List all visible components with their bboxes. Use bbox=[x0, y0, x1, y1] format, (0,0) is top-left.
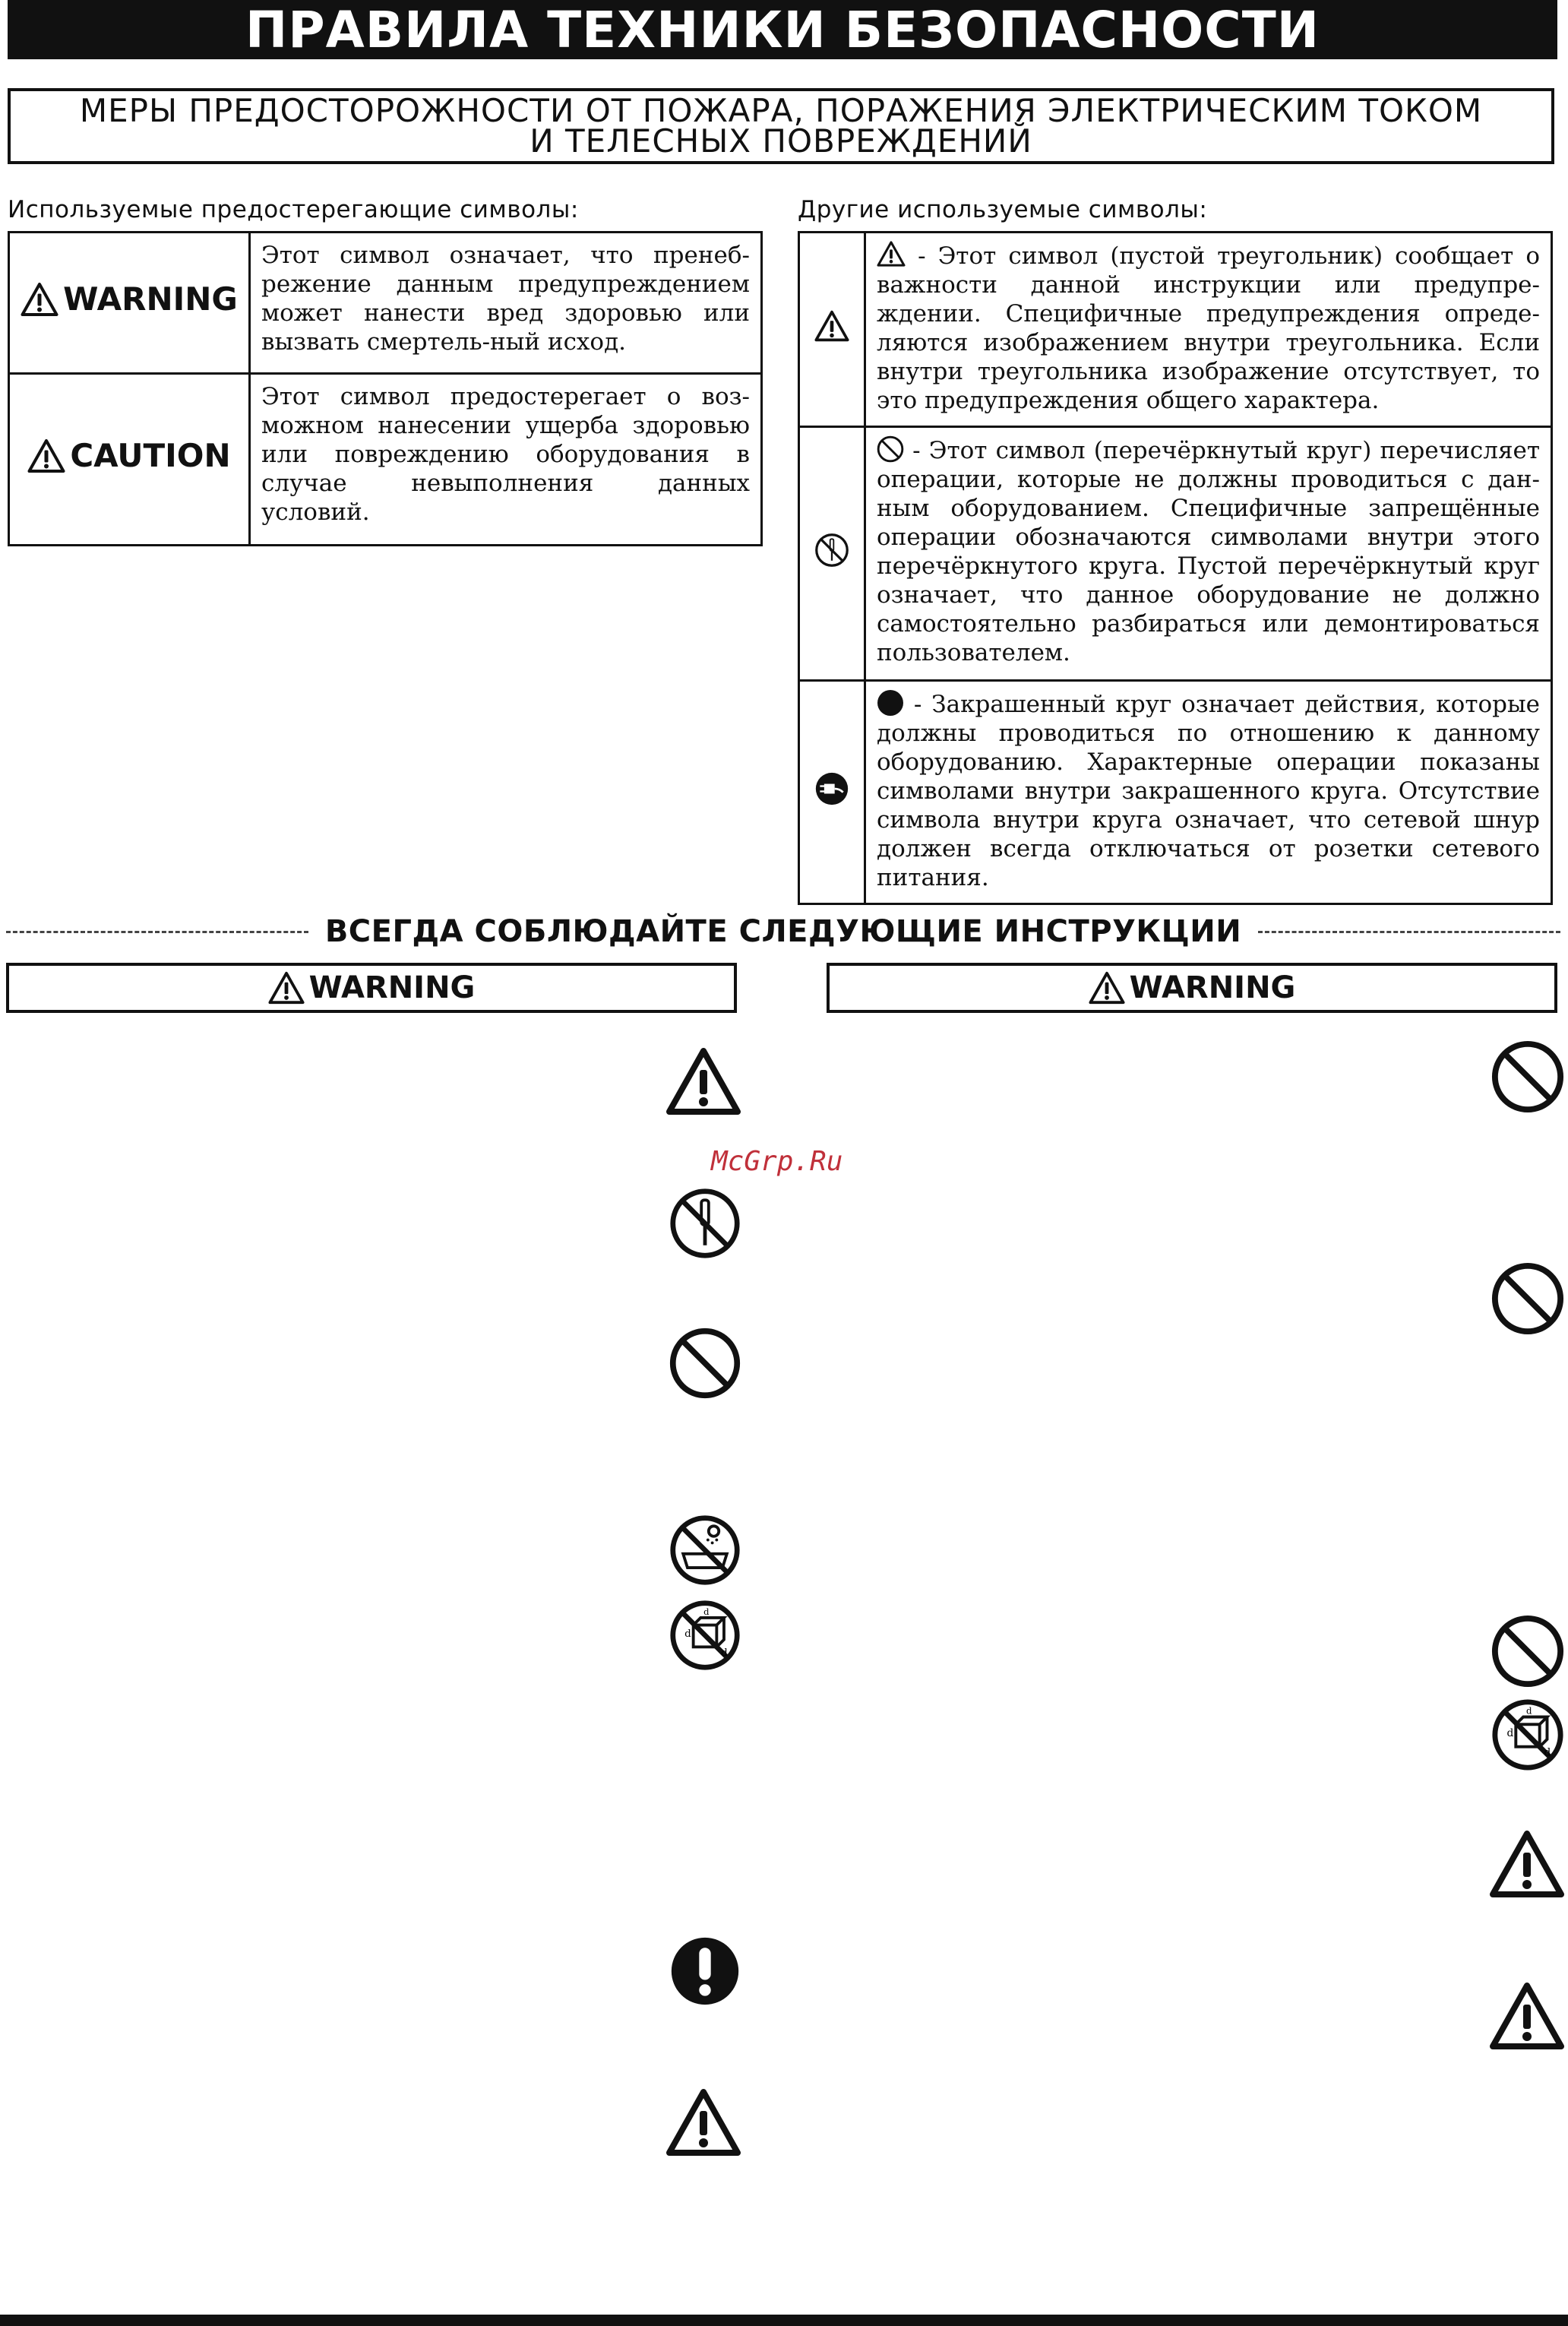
bottom-bar bbox=[0, 2315, 1568, 2326]
watermark: McGrp.Ru bbox=[711, 1146, 843, 1177]
page-title: ПРАВИЛА ТЕХНИКИ БЕЗОПАСНОСТИ bbox=[8, 0, 1557, 59]
subtitle-line-2: И ТЕЛЕСНЫХ ПОВРЕЖДЕНИЙ bbox=[530, 122, 1032, 160]
divider bbox=[6, 931, 308, 933]
prohibited-icon bbox=[1491, 1040, 1565, 1114]
table-row bbox=[799, 427, 1552, 681]
table-row bbox=[9, 233, 762, 374]
prohibited-icon bbox=[669, 1327, 741, 1400]
triangle-description bbox=[865, 233, 1552, 427]
attention-triangle-icon bbox=[814, 310, 849, 342]
warning-symbols-table bbox=[8, 231, 763, 546]
instructions-title: ВСЕГДА СОБЛЮДАЙТЕ СЛЕДУЮЩИЕ ИНСТРУКЦИИ bbox=[324, 914, 1242, 949]
warning-header-left bbox=[6, 963, 737, 1013]
symbol-cell bbox=[799, 427, 865, 681]
warning-triangle-icon bbox=[268, 971, 305, 1005]
crossed-circle-description bbox=[865, 427, 1552, 681]
crossed-circle-icon bbox=[877, 435, 904, 463]
symbol-cell bbox=[799, 233, 865, 427]
caution-label: CAUTION bbox=[70, 437, 231, 474]
attention-triangle-icon bbox=[1489, 1830, 1565, 1898]
subtitle-line-1: МЕРЫ ПРЕДОСТОРОЖНОСТИ ОТ ПОЖАРА, ПОРАЖЕНИЯ ЭЛЕКТРИЧЕСКИМ ТОКОМ bbox=[79, 92, 1483, 129]
table-row bbox=[799, 681, 1552, 904]
table-row bbox=[9, 374, 762, 546]
filled-circle-icon bbox=[877, 689, 904, 717]
caution-label-cell bbox=[9, 374, 250, 546]
right-heading: Другие используемые символы: bbox=[798, 196, 1208, 223]
table-row bbox=[799, 233, 1552, 427]
crossed-circle-text: - Этот символ (перечёркнутый круг) перечисляет операции, которые не должны проводиться с дан-ным оборудованием. Специфичные запрещённые операции обозначаются символами внутри этого перечёркнутого круга. Пустой перечёркнутый круг означает, что данное оборудование не должно самостоятельно разбираться или демонтироваться пользователем. bbox=[877, 437, 1540, 666]
warning-label-cell bbox=[9, 233, 250, 374]
attention-triangle-icon bbox=[665, 1047, 741, 1116]
filled-circle-description bbox=[865, 681, 1552, 904]
warning-description: Этот символ означает, что пренеб-режение данным предупреждением может нанести вред здоровью или вызвать смертель-ный исход. bbox=[250, 233, 762, 374]
triangle-text: - Этот символ (пустой треугольник) сообщает о важности данной инструкции или предупре-ждении. Специфичные предупреждения опреде-ляются изображением внутри треугольника. Если внутри треугольника изображение отсутствует, то это предупреждения общего характера. bbox=[877, 242, 1540, 414]
subtitle-box bbox=[8, 88, 1554, 164]
attention-triangle-icon bbox=[665, 2088, 741, 2157]
no-water-near-bath-icon bbox=[669, 1514, 741, 1587]
prohibited-icon bbox=[1491, 1261, 1565, 1336]
divider bbox=[1258, 931, 1560, 933]
attention-triangle-icon bbox=[1489, 1982, 1565, 2050]
warning-label: WARNING bbox=[63, 280, 238, 318]
warning-label: WARNING bbox=[308, 970, 476, 1005]
triangle-icon bbox=[877, 241, 906, 267]
symbol-cell bbox=[799, 681, 865, 904]
other-symbols-table bbox=[798, 231, 1553, 905]
warning-triangle-icon bbox=[1089, 971, 1125, 1005]
filled-circle-text: - Закрашенный круг означает действия, которые должны проводиться по отношению к данному оборудованию. Характерные операции показаны символами внутри закрашенного круга. Отсутствие символа внутри круга означает, что сетевой шнур должен всегда отключаться от розетки сетевого питания. bbox=[877, 691, 1540, 891]
caution-triangle-icon bbox=[27, 438, 65, 473]
warning-triangle-icon bbox=[21, 282, 58, 317]
warning-label: WARNING bbox=[1129, 970, 1296, 1005]
instructions-heading bbox=[6, 909, 1560, 954]
mandatory-action-icon bbox=[669, 1935, 741, 2008]
caution-description: Этот символ предостерегает о воз-можном нанесении ущерба здоровью или повреждению оборудования в случае невыполнения данных условий. bbox=[250, 374, 762, 546]
no-wet-liquid-icon bbox=[1491, 1698, 1565, 1772]
prohibited-icon bbox=[1491, 1614, 1565, 1688]
unplug-icon bbox=[814, 771, 849, 806]
warning-header-right bbox=[827, 963, 1557, 1013]
no-disassemble-icon bbox=[814, 533, 849, 568]
left-heading: Используемые предостерегающие символы: bbox=[8, 196, 579, 223]
no-disassemble-icon bbox=[669, 1187, 741, 1260]
no-wet-liquid-icon bbox=[669, 1599, 741, 1672]
